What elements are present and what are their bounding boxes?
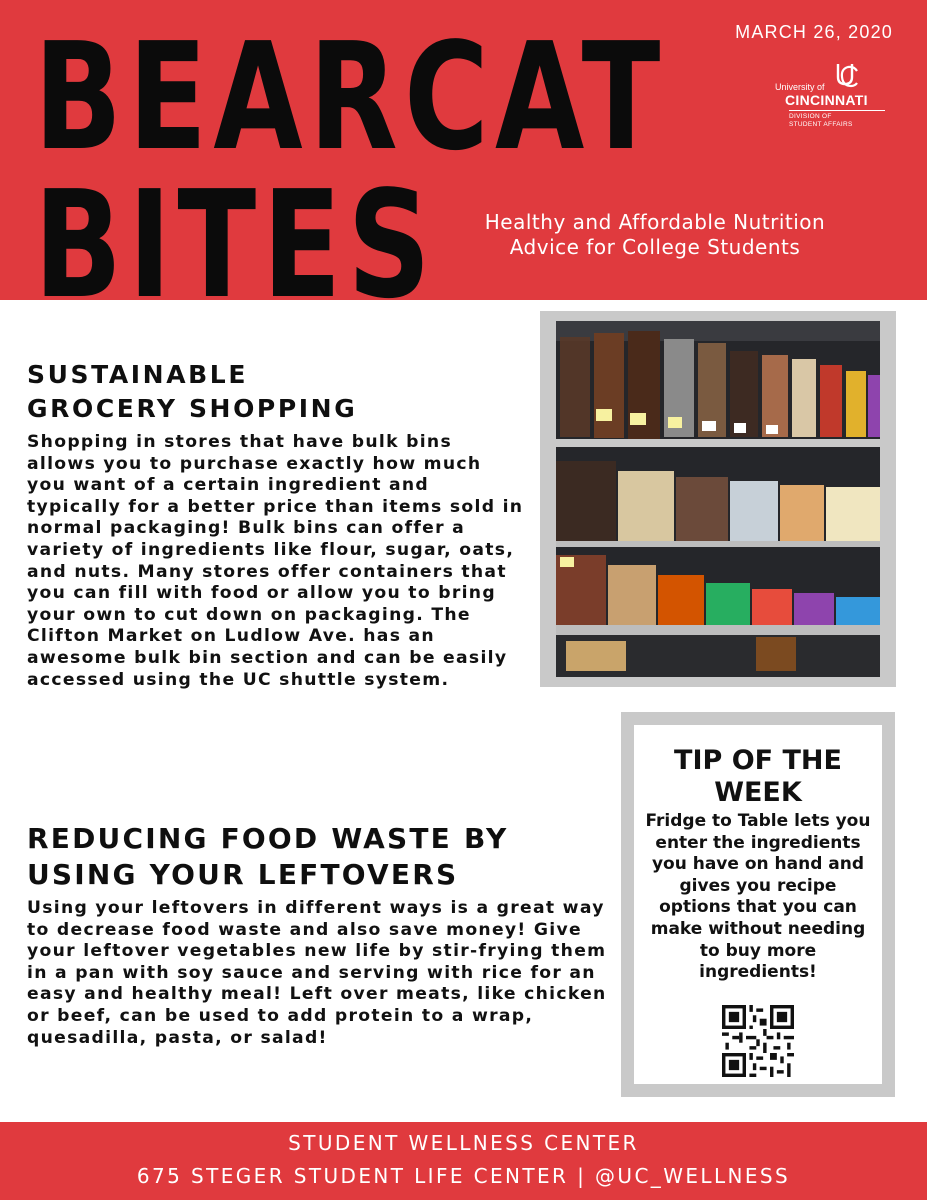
- tip-body: Fridge to Table lets you enter the ingredients you have on hand and gives you recipe options that you can make without needing to buy more ingredients!: [645, 811, 871, 983]
- section2-body: Using your leftovers in different ways is a great way to decrease food waste and also save money! Give your leftover vegetables new life by stir-frying them in a pan with soy sauce and serving with rice for an easy and healthy meal! Left over meats, like chicken or beef, can be used to add protein to a wrap, quesadilla, pasta, or salad!: [27, 898, 607, 1048]
- tip-title-line-1: TIP OF THE: [674, 745, 842, 776]
- footer-band: [0, 1122, 927, 1200]
- logo-university-of: University of: [775, 82, 825, 92]
- section1-title-line-1: SUSTAINABLE: [27, 360, 249, 389]
- issue-date: MARCH 26, 2020: [735, 22, 893, 42]
- section2-title-line-2: USING YOUR LEFTOVERS: [27, 858, 459, 891]
- uc-monogram-icon: [833, 62, 859, 90]
- tip-inner-panel: [634, 725, 882, 1084]
- uc-logo: [775, 62, 885, 137]
- newsletter-title-line-2: BITES: [34, 159, 437, 331]
- logo-student-affairs: STUDENT AFFAIRS: [789, 121, 853, 128]
- footer-address-handle: 675 STEGER STUDENT LIFE CENTER | @UC_WELLNESS: [136, 1164, 791, 1188]
- tip-title-line-2: WEEK: [714, 777, 802, 808]
- bulk-bins-illustration: [556, 321, 880, 677]
- newsletter-title-line-1: BEARCAT: [34, 11, 667, 183]
- section1-body: Shopping in stores that have bulk bins allows you to purchase exactly how much you want of a certain ingredient and typically for a better price than items sold in normal packaging! Bulk bins can offer a variety of ingredients like flour, sugar, oats, and nuts. Many stores offer containers that you can fill with food or allow you to bring your own to cut down on packaging. The Clifton Market on Ludlow Ave. has an awesome bulk bin section and can be easily accessed using the UC shuttle system.: [27, 432, 524, 690]
- newsletter-tagline: [420, 210, 890, 260]
- section2-title-line-1: REDUCING FOOD WASTE BY: [27, 822, 509, 855]
- tagline-line-1: Healthy and Affordable Nutrition: [484, 210, 826, 234]
- photo-frame: [540, 311, 896, 687]
- logo-division-of: DIVISION OF: [789, 113, 832, 120]
- logo-cincinnati: CINCINNATI: [785, 92, 868, 108]
- bulk-bins-photo: [556, 321, 880, 677]
- logo-divider: [789, 110, 885, 111]
- section1-title-line-2: GROCERY SHOPPING: [27, 394, 358, 423]
- tip-title: [634, 745, 882, 809]
- tip-of-the-week-box: [621, 712, 895, 1097]
- footer-center-name: STUDENT WELLNESS CENTER: [288, 1131, 639, 1155]
- tagline-line-2: Advice for College Students: [509, 235, 801, 259]
- qr-code-icon[interactable]: [722, 1005, 794, 1077]
